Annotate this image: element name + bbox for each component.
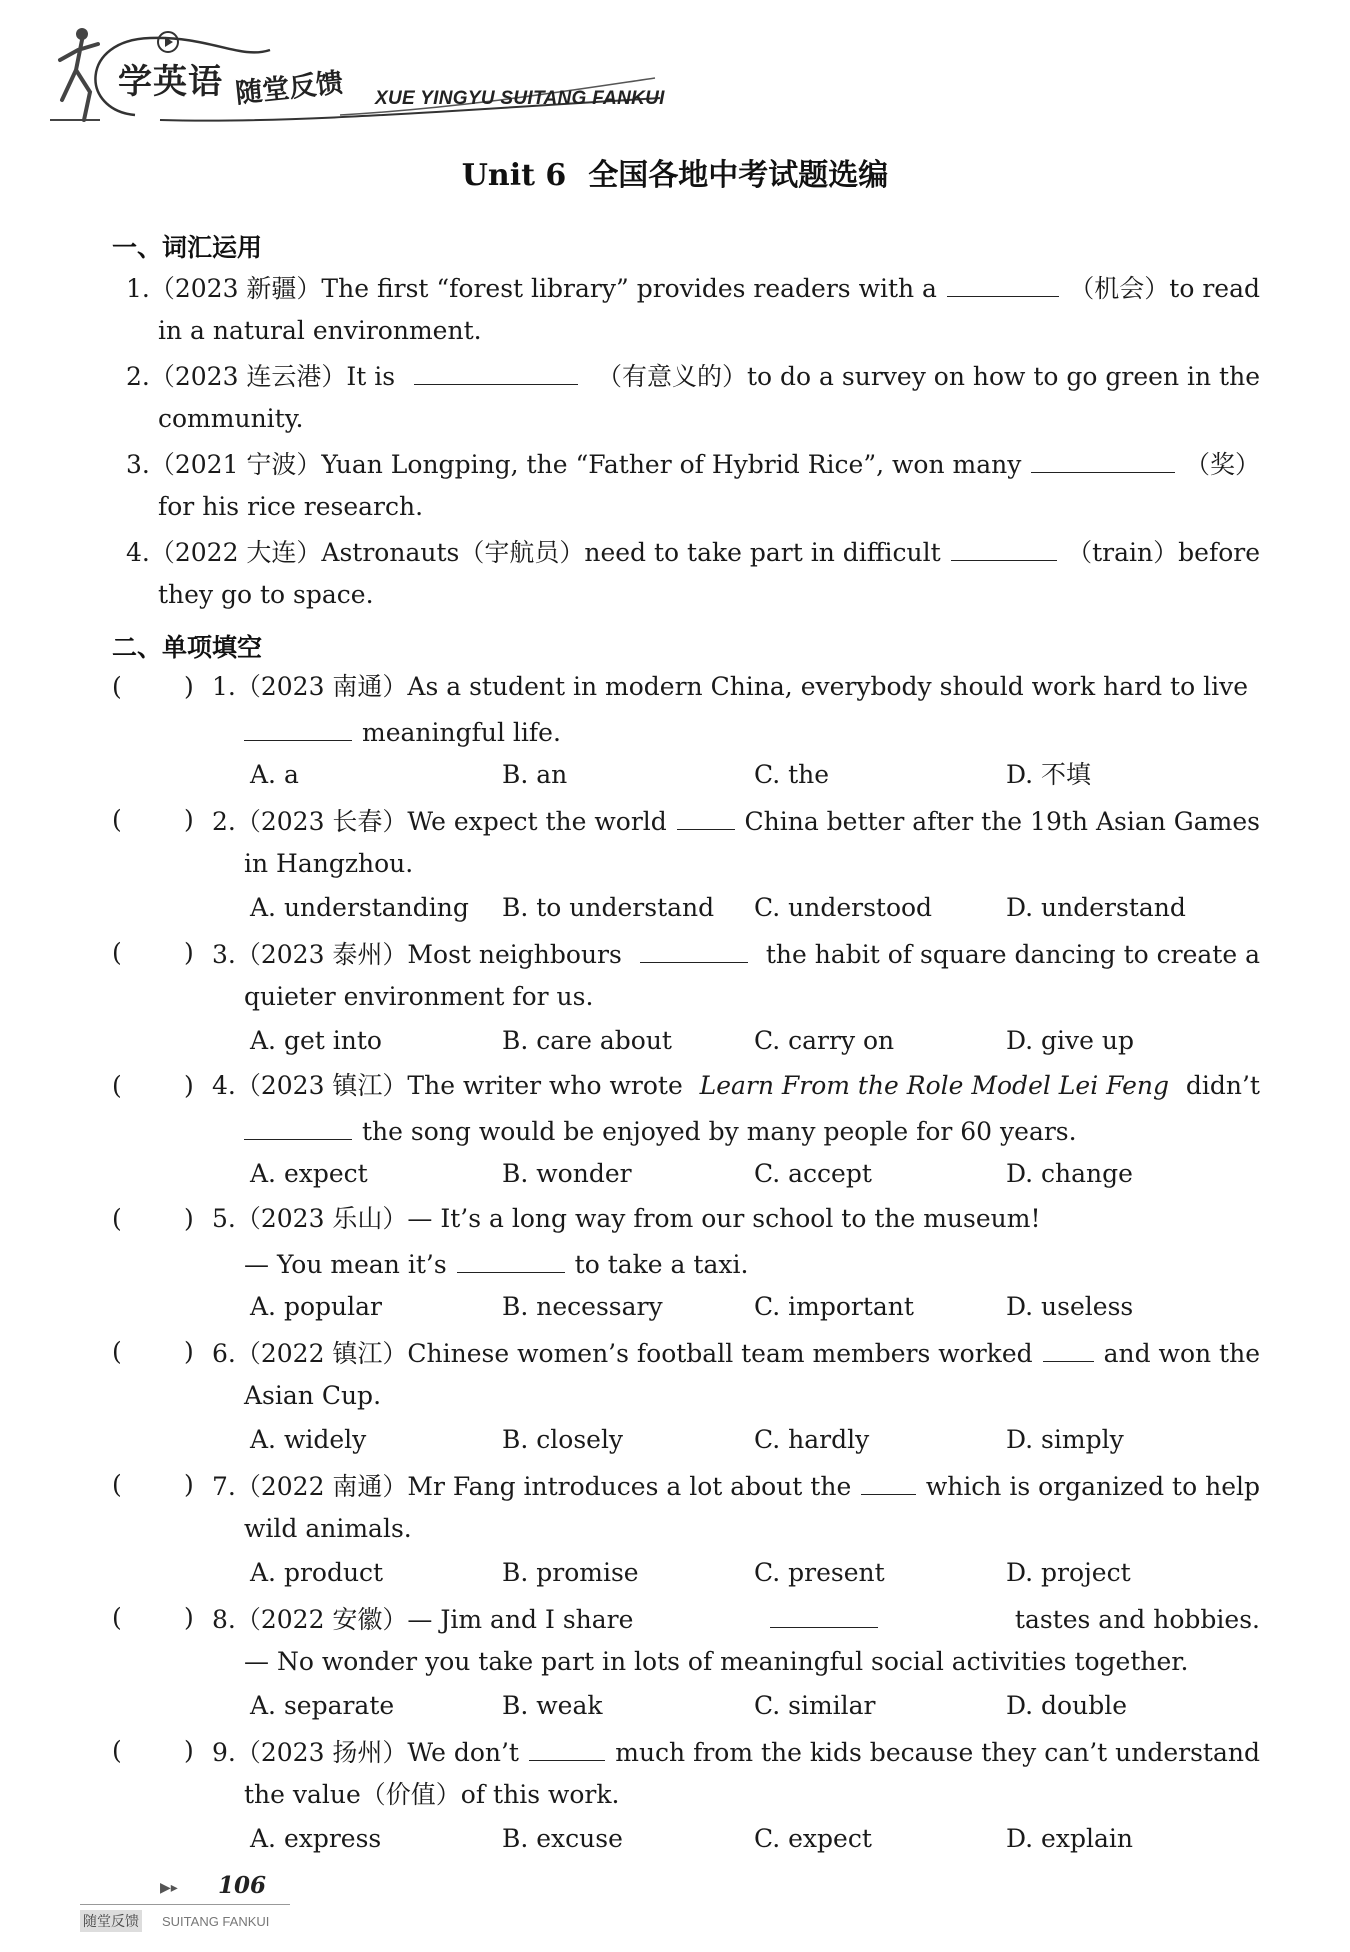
option-a[interactable]: A. expect <box>250 1159 368 1188</box>
option-d[interactable]: D. 不填 <box>1006 760 1092 789</box>
option-b[interactable]: B. necessary <box>502 1292 663 1321</box>
question-2-text: 2.（2023 长春）We expect the world <box>212 807 667 836</box>
s1-item-2-line1 <box>126 360 1260 392</box>
option-d[interactable]: D. double <box>1006 1691 1127 1720</box>
option-a[interactable]: A. a <box>250 760 299 789</box>
s1-item-3-text: 3.（2021 宁波）Yuan Longping, the “Father of Hybrid Rice”, won many <box>126 450 1022 479</box>
question-1-line1 <box>212 672 1260 702</box>
option-b[interactable]: B. to understand <box>502 893 715 922</box>
question-1-line2-text: meaningful life. <box>362 718 561 747</box>
question-7-line2 <box>244 1514 412 1544</box>
option-c[interactable]: C. accept <box>754 1159 872 1188</box>
question-3-text-end: the habit of square dancing to create a <box>765 940 1260 969</box>
option-b[interactable]: B. promise <box>502 1558 639 1587</box>
answer-box[interactable] <box>124 940 180 968</box>
s1-item-1-line2: in a natural environment. <box>158 316 482 345</box>
s1-item-3-line2: for his rice research. <box>158 492 424 521</box>
answer-box[interactable] <box>124 1738 180 1766</box>
unit-label: Unit 6 <box>461 158 567 193</box>
answer-paren-open: ( <box>112 1736 122 1765</box>
answer-paren-open: ( <box>112 672 122 701</box>
answer-blank[interactable] <box>244 1115 352 1140</box>
option-a[interactable]: A. express <box>250 1824 382 1853</box>
answer-paren-close: ) <box>184 1071 194 1100</box>
question-5-reply-end: to take a taxi. <box>574 1250 749 1279</box>
option-d[interactable]: D. explain <box>1006 1824 1133 1853</box>
header-subtitle: 随堂反馈 <box>233 67 345 110</box>
question-4-book-title: Learn From the Role Model Lei Feng <box>699 1071 1170 1100</box>
answer-blank[interactable] <box>947 272 1059 297</box>
answer-paren-close: ) <box>184 1603 194 1632</box>
footer-divider <box>80 1904 290 1905</box>
answer-blank[interactable] <box>677 805 735 830</box>
answer-blank[interactable] <box>1043 1337 1094 1362</box>
answer-box[interactable] <box>124 1073 180 1101</box>
option-c[interactable]: C. present <box>754 1558 885 1587</box>
question-6-line1 <box>212 1337 1260 1369</box>
question-6-line2 <box>244 1381 381 1411</box>
question-7-text: 7.（2022 南通）Mr Fang introduces a lot about the <box>212 1472 852 1501</box>
answer-paren-close: ) <box>184 805 194 834</box>
question-3-text: 3.（2023 泰州）Most neighbours <box>212 940 622 969</box>
answer-box[interactable] <box>124 807 180 835</box>
question-9-text: 9.（2023 扬州）We don’t <box>212 1738 519 1767</box>
question-3-line1 <box>212 938 1260 970</box>
answer-paren-open: ( <box>112 1204 122 1233</box>
question-4-line2-text: the song would be enjoyed by many people for 60 years. <box>362 1117 1077 1146</box>
option-d[interactable]: D. understand <box>1006 893 1186 922</box>
question-2-text-end: China better after the 19th Asian Games <box>744 807 1260 836</box>
s1-item-4-hint: （train）before <box>1067 538 1260 567</box>
option-b[interactable]: B. an <box>502 760 568 789</box>
answer-blank[interactable] <box>1031 448 1175 473</box>
answer-paren-close: ) <box>184 938 194 967</box>
question-4-line2 <box>244 1115 1077 1147</box>
option-c[interactable]: C. similar <box>754 1691 876 1720</box>
option-b[interactable]: B. closely <box>502 1425 624 1454</box>
footer-label-en: SUITANG FANKUI <box>162 1914 270 1929</box>
answer-blank[interactable] <box>457 1248 565 1273</box>
answer-paren-close: ) <box>184 1470 194 1499</box>
question-8-text: 8.（2022 安徽）— Jim and I share <box>212 1605 634 1634</box>
answer-blank[interactable] <box>951 536 1057 561</box>
option-d[interactable]: D. give up <box>1006 1026 1135 1055</box>
option-c[interactable]: C. understood <box>754 893 933 922</box>
answer-blank[interactable] <box>861 1470 916 1495</box>
answer-paren-close: ) <box>184 672 194 701</box>
answer-paren-close: ) <box>184 1337 194 1366</box>
s1-item-1-hint: （机会）to read <box>1069 274 1260 303</box>
question-2-line1 <box>212 805 1260 837</box>
question-8-text-end: tastes and hobbies. <box>1014 1605 1260 1634</box>
s1-item-1-line1 <box>126 272 1260 304</box>
s1-item-3-line1 <box>126 448 1260 480</box>
s1-item-2-line2: community. <box>158 404 304 433</box>
question-3-line2 <box>244 982 593 1012</box>
question-1-text: 1.（2023 南通）As a student in modern China, everybody should work hard to live <box>212 672 1248 701</box>
option-a[interactable]: A. product <box>250 1558 384 1587</box>
answer-blank[interactable] <box>640 938 748 963</box>
answer-box[interactable] <box>124 1605 180 1633</box>
option-d[interactable]: D. project <box>1006 1558 1131 1587</box>
section-heading-multiple-choice: 二、单项填空 <box>112 633 263 662</box>
s1-item-3-hint: （奖） <box>1184 450 1260 479</box>
question-4-text: 4.（2023 镇江）The writer who wrote <box>212 1071 683 1100</box>
question-6-text: 6.（2022 镇江）Chinese women’s football team members worked <box>212 1339 1033 1368</box>
question-9-line2-text: the value（价值）of this work. <box>244 1780 620 1809</box>
question-7-text-end: which is organized to help <box>925 1472 1260 1501</box>
question-8-line2 <box>244 1647 1188 1677</box>
question-6-line2-text: Asian Cup. <box>244 1381 382 1410</box>
answer-paren-open: ( <box>112 1337 122 1366</box>
question-9-line2 <box>244 1780 619 1810</box>
s1-item-2-hint: （有意义的）to do a survey on how to go green in the <box>597 362 1260 391</box>
question-5-reply: — You mean it’s <box>244 1250 447 1279</box>
option-a[interactable]: A. widely <box>250 1425 367 1454</box>
s1-item-4-line1 <box>126 536 1260 568</box>
header-title: 学英语 <box>118 62 223 102</box>
answer-box[interactable] <box>124 674 180 702</box>
question-6-text-end: and won the <box>1103 1339 1260 1368</box>
option-a[interactable]: A. separate <box>250 1691 395 1720</box>
answer-blank[interactable] <box>244 716 352 741</box>
section-heading-vocab: 一、词汇运用 <box>112 233 263 262</box>
answer-blank[interactable] <box>529 1736 605 1761</box>
question-4-line1 <box>212 1071 1260 1101</box>
option-a[interactable]: A. popular <box>250 1292 382 1321</box>
answer-paren-open: ( <box>112 805 122 834</box>
header-title-pinyin: XUE YINGYU SUITANG FANKUI <box>375 88 665 109</box>
option-d[interactable]: D. change <box>1006 1159 1133 1188</box>
answer-paren-open: ( <box>112 938 122 967</box>
question-5-text: 5.（2023 乐山）— It’s a long way from our school to the museum! <box>212 1204 1041 1233</box>
question-9-text-end: much from the kids because they can’t understand <box>615 1738 1260 1767</box>
s1-item-4-line2: they go to space. <box>158 580 374 609</box>
answer-blank[interactable] <box>414 360 578 385</box>
question-7-line1 <box>212 1470 1260 1502</box>
page-number: 106 <box>218 1872 267 1899</box>
question-8-line2-text: — No wonder you take part in lots of meaningful social activities together. <box>244 1647 1189 1676</box>
answer-paren-close: ) <box>184 1204 194 1233</box>
question-8-line1 <box>212 1603 1260 1635</box>
answer-paren-close: ) <box>184 1736 194 1765</box>
title-text: 全国各地中考试题选编 <box>588 158 889 193</box>
option-c[interactable]: C. the <box>754 760 830 789</box>
header <box>40 20 680 140</box>
question-1-line2 <box>244 716 561 748</box>
question-5-line2 <box>244 1248 748 1280</box>
answer-paren-open: ( <box>112 1470 122 1499</box>
footer-arrow-icon: ▶▸ <box>160 1880 178 1896</box>
question-9-line1 <box>212 1736 1260 1768</box>
option-d[interactable]: D. simply <box>1006 1425 1124 1454</box>
answer-box[interactable] <box>124 1206 180 1234</box>
footer-label-cn: 随堂反馈 <box>80 1910 142 1932</box>
option-b[interactable]: B. excuse <box>502 1824 623 1853</box>
question-4-text-end: didn’t <box>1185 1071 1260 1100</box>
answer-paren-open: ( <box>112 1603 122 1632</box>
answer-box[interactable] <box>124 1472 180 1500</box>
answer-paren-open: ( <box>112 1071 122 1100</box>
question-2-line2-text: in Hangzhou. <box>244 849 414 878</box>
answer-blank[interactable] <box>770 1603 878 1628</box>
answer-box[interactable] <box>124 1339 180 1367</box>
question-5-line1 <box>212 1204 1260 1234</box>
footer <box>80 1872 400 1942</box>
option-c[interactable]: C. hardly <box>754 1425 870 1454</box>
page-title <box>0 150 1350 194</box>
question-7-line2-text: wild animals. <box>244 1514 412 1543</box>
option-d[interactable]: D. useless <box>1006 1292 1134 1321</box>
option-b[interactable]: B. care about <box>502 1026 672 1055</box>
option-a[interactable]: A. understanding <box>250 893 469 922</box>
option-c[interactable]: C. important <box>754 1292 914 1321</box>
question-3-line2-text: quieter environment for us. <box>244 982 594 1011</box>
option-b[interactable]: B. weak <box>502 1691 603 1720</box>
option-c[interactable]: C. carry on <box>754 1026 895 1055</box>
s1-item-4-text: 4.（2022 大连）Astronauts（宇航员）need to take part in difficult <box>126 538 941 567</box>
s1-item-2-text: 2.（2023 连云港）It is <box>126 362 396 391</box>
option-a[interactable]: A. get into <box>250 1026 382 1055</box>
question-2-line2 <box>244 849 413 879</box>
s1-item-1-text: 1.（2023 新疆）The first “forest library” provides readers with a <box>126 274 937 303</box>
option-b[interactable]: B. wonder <box>502 1159 632 1188</box>
option-c[interactable]: C. expect <box>754 1824 872 1853</box>
